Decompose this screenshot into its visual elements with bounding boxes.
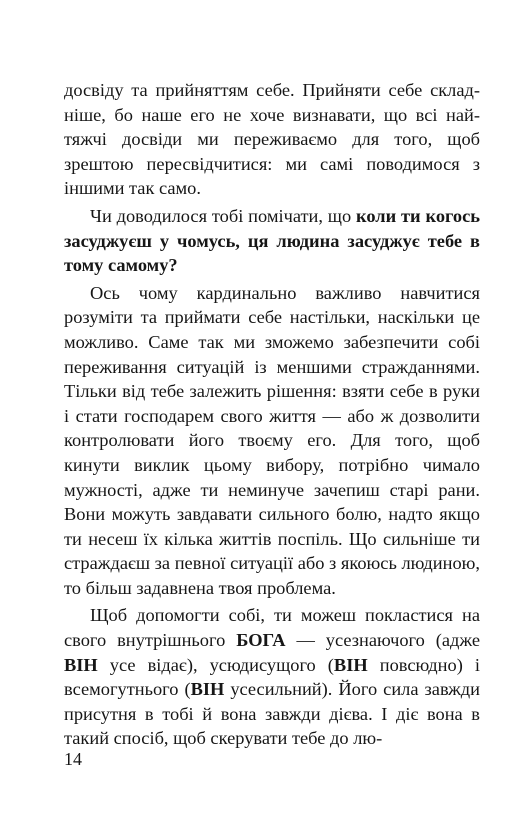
- paragraph-4-bold-vin-1: ВІН: [64, 654, 98, 675]
- paragraph-4-bold-vin-2: ВІН: [333, 654, 368, 675]
- paragraph-3: Ось чому кардинально важливо навчитися розуміти та приймати себе настільки, наскільки це можливо. Саме так ми зможемо забезпечити собі переживання ситуацій із меншими стражданнями. Тільки від тебе залежить рішення: взяти себе в руки і стати господарем свого життя — або ж дозволити контролювати його твоєму его. Для того, щоб кинути виклик цьому вибору, потрібно чимало мужності, адже ти неминуче зачепиш старі рани. Вони можуть завдавати сильного болю, надто якщо ти несеш їх кілька життів поспіль. Що сильніше ти страждаєш за певної ситуації або з якоюсь людиною, то більш задавнена твоя проблема.: [64, 282, 480, 598]
- paragraph-2: [64, 204, 480, 278]
- paragraph-4-text-5: усесильний). Його сила завжди присутня в тобі й вона завжди дієва. І діє вона в такий спосіб, щоб скерувати тебе до лю-: [64, 679, 481, 749]
- paragraph-4-text-1: Щоб допомогти собі, ти можеш покластися на свого внутрішнього: [64, 605, 480, 651]
- paragraph-4-text-4: повсюдно) і всемогутнього (: [64, 654, 480, 700]
- page-body: [64, 78, 480, 754]
- paragraph-4: [64, 603, 480, 751]
- paragraph-4-text-2: — усезнаючого (адже: [285, 630, 480, 651]
- paragraph-2-text: Чи доводилося тобі помічати, що: [90, 205, 356, 226]
- paragraph-4-bold-boga: БОГА: [236, 630, 286, 651]
- paragraph-2-bold-text: коли ти когось засуджуєш у чомусь, ця людина засуджує тебе в тому самому?: [64, 205, 480, 276]
- page-number: 14: [64, 749, 82, 769]
- paragraph-1: досвіду та прийняттям себе. Прийняти себе складніше, бо наше его не хоче визнавати, що всі найтяжчі досвіди ми переживаємо для того, щоб зрештою пересвідчитися: ми самі поводимося з іншими так само.: [64, 80, 480, 199]
- paragraph-4-bold-vin-3: ВІН: [190, 679, 225, 700]
- paragraph-4-text-3: усе відає), усюдисущого (: [97, 654, 334, 675]
